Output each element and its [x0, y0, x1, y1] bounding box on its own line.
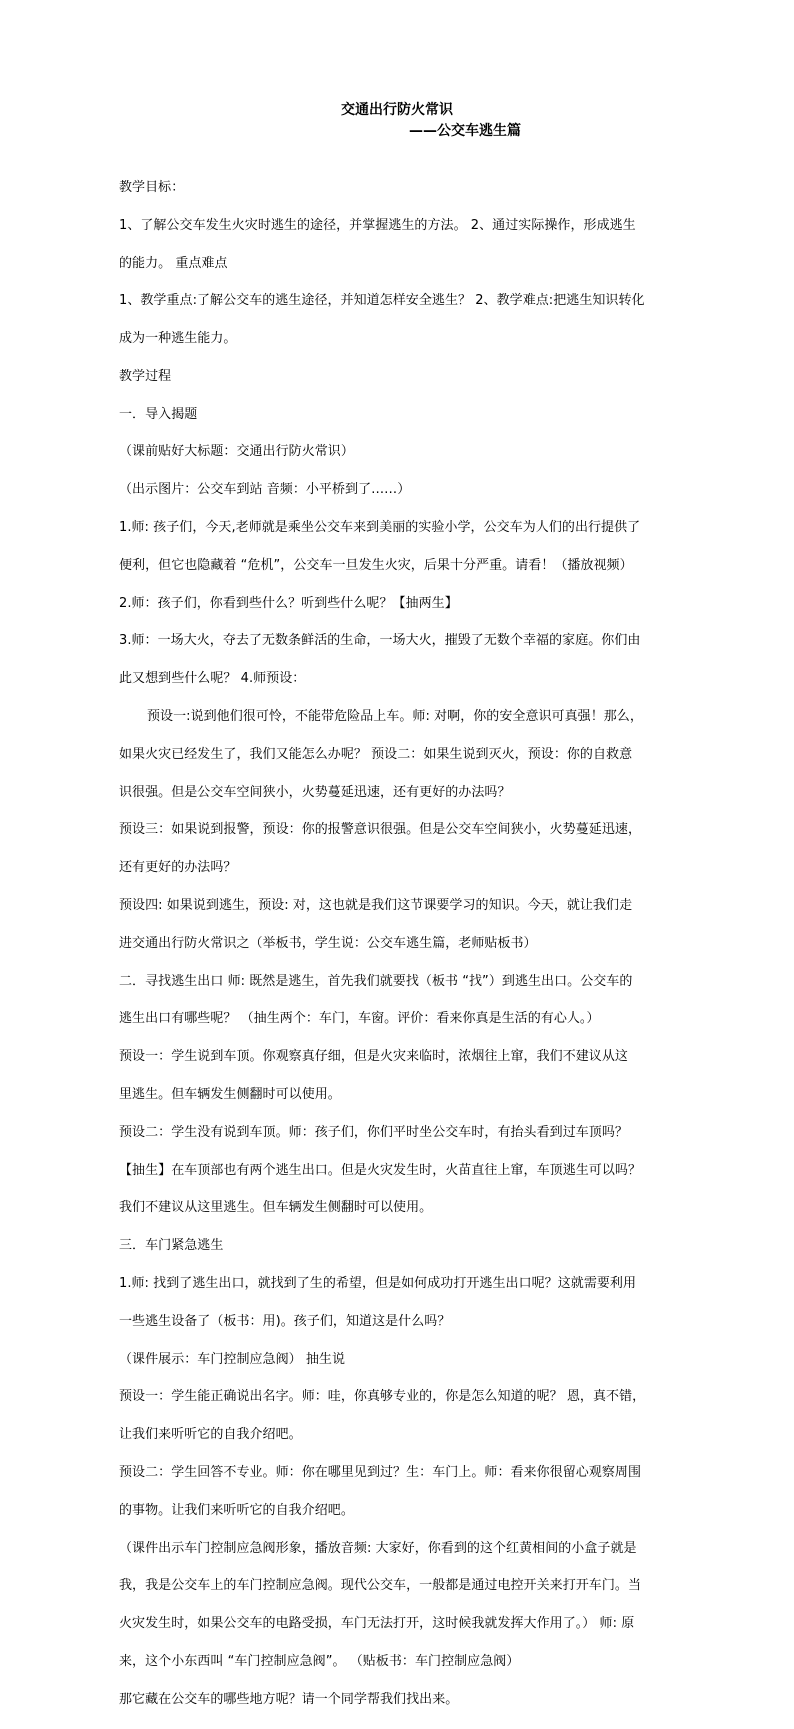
- text-line: 1.师: 孩子们，今天,老师就是乘坐公交车来到美丽的实验小学，公交车为人们的出行提供了: [119, 520, 641, 536]
- text-line: 预设二：学生回答不专业。师：你在哪里见到过？生：车门上。师：看来你很留心观察周围: [119, 1465, 642, 1480]
- text-line: 1、教学重点:了解公交车的逃生途径，并知道怎样安全逃生？ 2、教学难点:把逃生知识转化: [119, 293, 645, 309]
- text-line: 让我们来听听它的自我介绍吧。: [119, 1427, 302, 1443]
- text-line: （课件出示车门控制应急阀形象，播放音频: 大家好，你看到的这个红黄相间的小盒子就是: [119, 1540, 637, 1556]
- text-line: 预设一：学生说到车顶。你观察真仔细，但是火灾来临时，浓烟往上窜，我们不建议从这: [119, 1049, 628, 1065]
- section-heading: 一．导入揭题: [119, 406, 198, 422]
- document-body: [119, 160, 689, 1729]
- text-line: 2.师：孩子们，你看到些什么？听到些什么呢？【抽两生】: [119, 595, 458, 611]
- text-line: 来，这个小东西叫 “车门控制应急阀”。 （贴板书：车门控制应急阀）: [119, 1653, 520, 1669]
- text-line: （课前贴好大标题：交通出行防火常识）: [119, 444, 354, 460]
- document-subtitle: ——公交车逃生篇: [409, 123, 521, 139]
- text-line: 3.师：一场大火，夺去了无数条鲜活的生命，一场大火，摧毁了无数个幸福的家庭。你们由: [119, 633, 641, 649]
- text-line: 预设三：如果说到报警，预设：你的报警意识很强。但是公交车空间狭小，火势蔓延迅速，: [119, 822, 642, 838]
- text-line: 预设一：学生能正确说出名字。师：哇，你真够专业的，你是怎么知道的呢？ 恩，真不错，: [119, 1389, 646, 1405]
- text-line: 1、了解公交车发生火灾时逃生的途径，并掌握逃生的方法。 2、通过实际操作，形成逃生: [119, 217, 636, 233]
- text-line: 预设一:说到他们很可怜，不能带危险品上车。师: 对啊，你的安全意识可真强！那么，: [147, 709, 643, 725]
- document-title: 交通出行防火常识: [341, 102, 453, 118]
- text-line: 成为一种逃生能力。: [119, 331, 237, 347]
- text-line: 还有更好的办法吗？: [119, 860, 237, 876]
- text-line: 预设二：学生没有说到车顶。师：孩子们，你们平时坐公交车时，有抬头看到过车顶吗？: [119, 1124, 628, 1140]
- text-line: 一些逃生设备了（板书：用)。孩子们，知道这是什么吗？: [119, 1313, 451, 1329]
- text-line: 教学过程: [119, 368, 172, 384]
- text-line: （出示图片：公交车到站 音频：小平桥到了……）: [119, 482, 411, 498]
- text-line: 如果火灾已经发生了，我们又能怎么办呢？ 预设二：如果生说到灭火，预设：你的自救意: [119, 746, 633, 762]
- text-line: 预设四: 如果说到逃生，预设: 对，这也就是我们这节课要学习的知识。今天，就让我们走: [119, 898, 633, 914]
- text-line: 火灾发生时，如果公交车的电路受损，车门无法打开，这时候我就发挥大作用了。） 师: 原: [119, 1616, 635, 1632]
- text-line: 逃生出口有哪些呢？ （抽生两个：车门，车窗。评价：看来你真是生活的有心人。）: [119, 1011, 600, 1027]
- text-line: 的能力。 重点难点: [119, 255, 228, 271]
- text-line: 1.师: 找到了逃生出口，就找到了生的希望，但是如何成功打开逃生出口呢？这就需要利用: [119, 1276, 637, 1292]
- text-line: 识很强。但是公交车空间狭小，火势蔓延迅速，还有更好的办法吗？: [119, 784, 511, 800]
- section-heading: 二．寻找逃生出口 师: 既然是逃生，首先我们就要找（板书 “找”）到逃生出口。公交车的: [119, 973, 633, 989]
- section-heading: 三．车门紧急逃生: [119, 1238, 224, 1254]
- text-line: 此又想到些什么呢？ 4.师预设：: [119, 671, 306, 687]
- text-line: 进交通出行防火常识之（举板书，学生说：公交车逃生篇，老师贴板书）: [119, 935, 537, 951]
- text-line: 里逃生。但车辆发生侧翻时可以使用。: [119, 1087, 341, 1103]
- text-line: （课件展示：车门控制应急阀） 抽生说: [119, 1351, 346, 1367]
- text-line: 教学目标：: [119, 179, 185, 195]
- text-line: 【抽生】在车顶部也有两个逃生出口。但是火灾发生时，火苗直往上窜，车顶逃生可以吗？: [119, 1162, 642, 1178]
- text-line: 那它藏在公交车的哪些地方呢？请一个同学帮我们找出来。: [119, 1691, 459, 1707]
- text-line: 的事物。让我们来听听它的自我介绍吧。: [119, 1502, 354, 1518]
- text-line: 我们不建议从这里逃生。但车辆发生侧翻时可以使用。: [119, 1200, 433, 1216]
- text-line: 便利，但它也隐藏着 “危机”，公交车一旦发生火灾，后果十分严重。请看！（播放视频）: [119, 557, 633, 573]
- text-line: 我，我是公交车上的车门控制应急阀。现代公交车，一般都是通过电控开关来打开车门。当: [119, 1578, 642, 1594]
